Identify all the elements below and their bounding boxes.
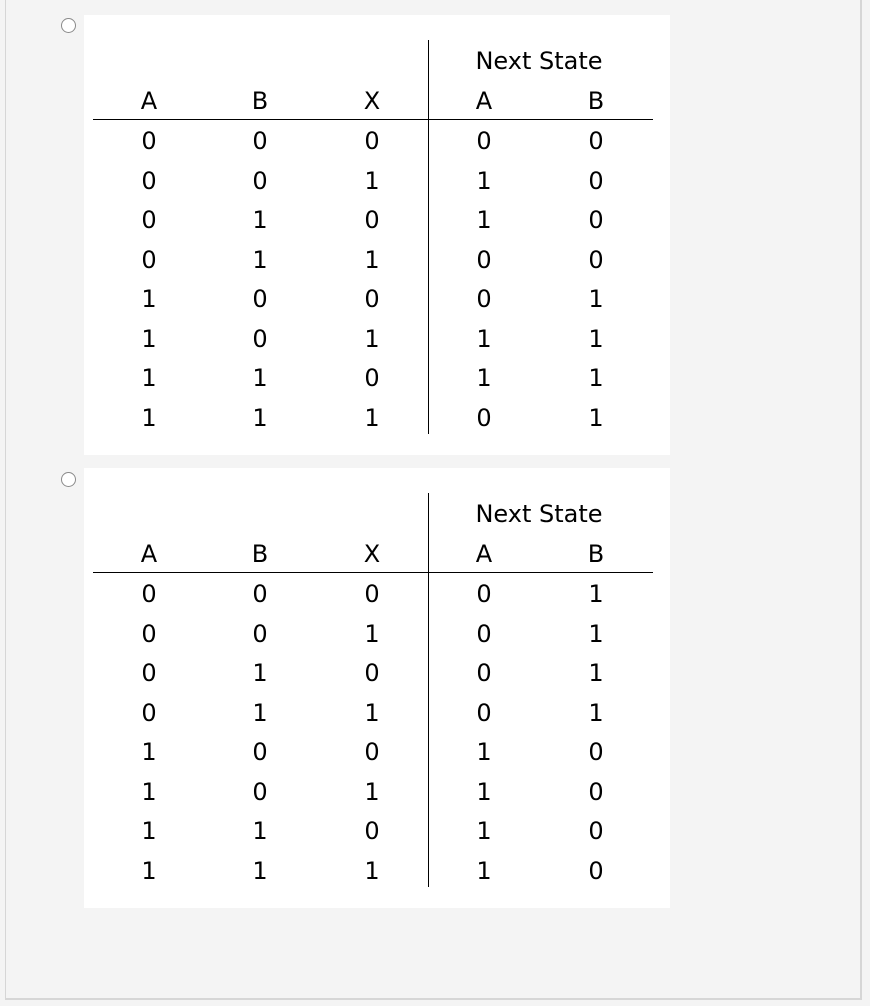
table-cell-next-b: 1 [588,580,604,608]
table-cell-next-a: 0 [476,698,492,727]
column-header-b: B [251,540,269,568]
table-cell-x: 0 [364,580,380,608]
table-cell-next-b: 0 [588,245,604,274]
table-cell-next-a: 0 [476,659,492,687]
table-cell-a: 0 [141,206,157,234]
next-state-divider [428,493,429,887]
table-cell-b: 1 [252,403,268,432]
table-cell-next-b: 1 [588,659,604,687]
table-cell-b: 1 [252,206,268,234]
table-cell-a: 0 [141,619,157,648]
table-cell-x: 1 [364,777,380,806]
table-cell-b: 0 [252,127,268,155]
table-cell-x: 0 [364,285,380,313]
table-cell-a: 1 [141,324,157,353]
table-cell-x: 0 [364,127,380,155]
table-cell-a: 1 [141,777,157,806]
table-cell-b: 0 [252,324,268,353]
table-cell-b: 1 [252,856,268,885]
table-cell-b: 0 [252,777,268,806]
header-divider [93,572,653,573]
table-cell-a: 0 [141,245,157,274]
option-1-state-table [84,15,670,455]
table-cell-x: 1 [364,619,380,648]
column-header-next-a: A [475,540,493,568]
table-cell-next-b: 1 [588,324,604,353]
table-cell-a: 0 [141,127,157,155]
table-cell-x: 1 [364,166,380,195]
table-cell-b: 0 [252,580,268,608]
column-header-b: B [251,87,269,115]
table-cell-a: 1 [141,817,157,845]
table-cell-b: 1 [252,659,268,687]
table-cell-next-a: 1 [476,166,492,195]
table-cell-a: 1 [141,403,157,432]
table-cell-b: 1 [252,698,268,727]
table-cell-b: 1 [252,245,268,274]
table-cell-next-a: 1 [476,206,492,234]
table-cell-next-a: 0 [476,127,492,155]
table-cell-x: 0 [364,659,380,687]
table-cell-a: 0 [141,698,157,727]
table-cell-next-a: 0 [476,245,492,274]
table-cell-next-a: 1 [476,817,492,845]
table-cell-a: 1 [141,738,157,766]
table-cell-a: 0 [141,659,157,687]
table-cell-next-a: 1 [476,777,492,806]
table-cell-next-b: 1 [588,698,604,727]
table-cell-a: 1 [141,285,157,313]
table-cell-next-a: 0 [476,403,492,432]
table-cell-a: 0 [141,166,157,195]
table-cell-next-b: 1 [588,364,604,392]
column-header-next-a: A [475,87,493,115]
table-cell-next-b: 0 [588,856,604,885]
table-cell-x: 0 [364,206,380,234]
table-cell-next-a: 1 [476,324,492,353]
table-cell-next-b: 0 [588,738,604,766]
table-cell-next-a: 0 [476,580,492,608]
next-state-label: Next State [475,47,603,75]
table-cell-a: 0 [141,580,157,608]
table-cell-b: 0 [252,619,268,648]
table-cell-x: 0 [364,364,380,392]
column-header-x: X [363,540,381,568]
table-cell-a: 1 [141,364,157,392]
option-2-state-table [84,468,670,908]
table-cell-next-b: 0 [588,127,604,155]
option-1-radio[interactable] [61,18,76,33]
table-cell-x: 1 [364,245,380,274]
option-2-radio[interactable] [61,472,76,487]
table-cell-x: 1 [364,324,380,353]
column-header-next-b: B [587,87,605,115]
table-cell-b: 0 [252,738,268,766]
table-cell-next-b: 1 [588,285,604,313]
table-cell-next-a: 0 [476,285,492,313]
table-cell-x: 0 [364,738,380,766]
column-header-a: A [140,540,158,568]
table-cell-b: 1 [252,817,268,845]
table-cell-next-a: 1 [476,856,492,885]
table-cell-next-b: 0 [588,206,604,234]
column-header-a: A [140,87,158,115]
table-cell-next-b: 0 [588,777,604,806]
table-cell-next-b: 0 [588,166,604,195]
table-cell-b: 1 [252,364,268,392]
header-divider [93,119,653,120]
next-state-divider [428,40,429,434]
table-cell-b: 0 [252,285,268,313]
table-cell-b: 0 [252,166,268,195]
column-header-next-b: B [587,540,605,568]
table-cell-x: 1 [364,856,380,885]
table-cell-next-a: 1 [476,738,492,766]
next-state-label: Next State [475,500,603,528]
table-cell-next-b: 1 [588,619,604,648]
table-cell-x: 0 [364,817,380,845]
table-cell-a: 1 [141,856,157,885]
table-cell-next-b: 1 [588,403,604,432]
table-cell-x: 1 [364,698,380,727]
table-cell-next-a: 0 [476,619,492,648]
table-cell-next-b: 0 [588,817,604,845]
column-header-x: X [363,87,381,115]
table-cell-next-a: 1 [476,364,492,392]
table-cell-x: 1 [364,403,380,432]
